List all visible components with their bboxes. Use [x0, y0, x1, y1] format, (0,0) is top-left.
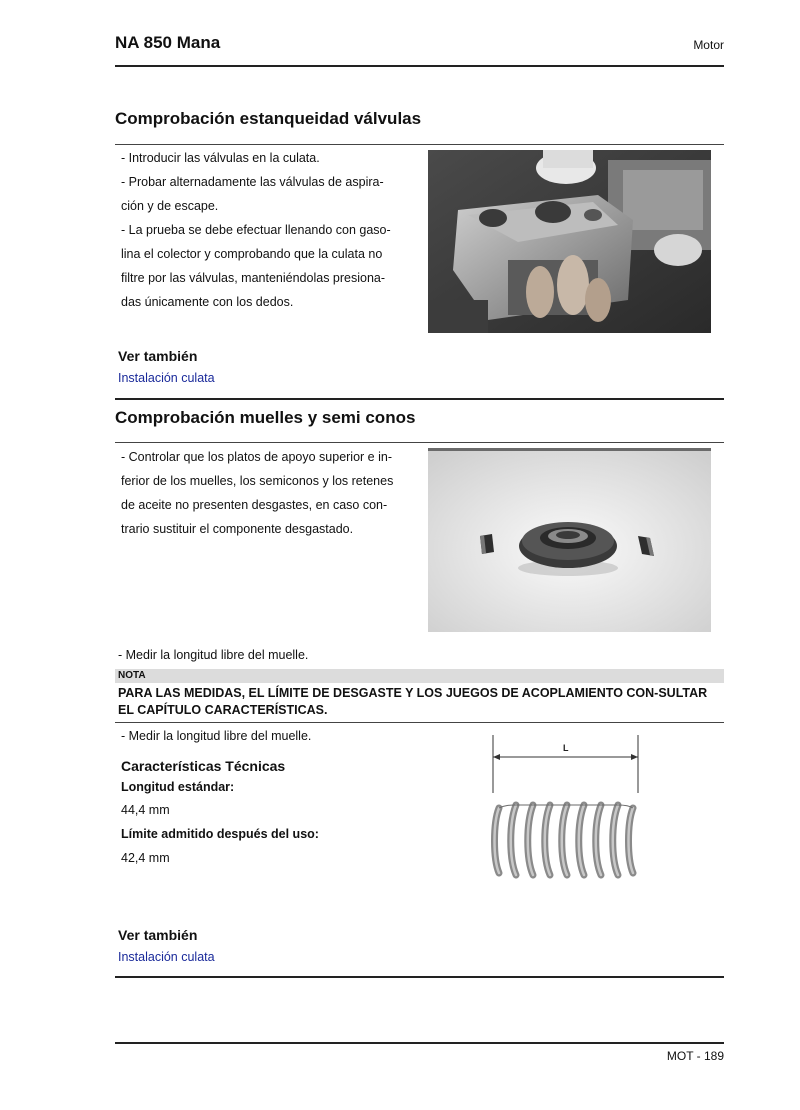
footer-rule — [115, 1042, 724, 1044]
valves-instructions — [121, 146, 421, 314]
section-rule — [115, 442, 724, 443]
see-also-heading-2: Ver también — [118, 927, 198, 943]
text-line: - Introducir las válvulas en la culata. — [121, 151, 320, 165]
spring-length-label: L — [563, 743, 569, 753]
section-title-springs: Comprobación muelles y semi conos — [115, 408, 416, 427]
measure-instruction: - Medir la longitud libre del muelle. — [118, 648, 309, 662]
section-end-rule — [115, 976, 724, 978]
spring-seat-photo — [428, 448, 711, 632]
header-rule — [115, 65, 724, 67]
note-text: PARA LAS MEDIDAS, EL LÍMITE DE DESGASTE Y LOS JUEGOS DE ACOPLAMIENTO CON-SULTAR EL CAPÍTULO CARACTERÍSTICAS. — [118, 686, 708, 717]
section-divider — [115, 398, 724, 400]
text-line: ción y de escape. — [121, 199, 219, 213]
section-rule — [115, 144, 724, 145]
text-line: - Controlar que los platos de apoyo superior e in- — [121, 450, 392, 464]
specs-heading: Características Técnicas — [121, 758, 286, 774]
spec-wear-limit-label: Límite admitido después del uso: — [121, 827, 319, 841]
section-name: Motor — [693, 38, 724, 52]
measure-instruction-2: - Medir la longitud libre del muelle. — [121, 729, 312, 743]
see-also-link-cylinder-head-2[interactable]: Instalación culata — [118, 950, 215, 964]
text-line: lina el colector y comprobando que la culata no — [121, 247, 383, 261]
text-line: das únicamente con los dedos. — [121, 295, 294, 309]
text-line: trario sustituir el componente desgastado. — [121, 522, 354, 536]
see-also-link-cylinder-head[interactable]: Instalación culata — [118, 371, 215, 385]
cylinder-head-photo — [428, 150, 711, 333]
note-label-bar: NOTA — [115, 669, 724, 683]
text-line: ferior de los muelles, los semiconos y los retenes — [121, 474, 394, 488]
spec-standard-length-label: Longitud estándar: — [121, 780, 235, 794]
springs-instructions — [121, 445, 421, 541]
see-also-heading: Ver también — [118, 348, 198, 364]
text-line: - La prueba se debe efectuar llenando con gaso- — [121, 223, 391, 237]
text-line: - Probar alternadamente las válvulas de aspira- — [121, 175, 384, 189]
spec-wear-limit-value: 42,4 mm — [121, 851, 170, 865]
spec-standard-length-value: 44,4 mm — [121, 803, 170, 817]
text-line: de aceite no presenten desgastes, en caso con- — [121, 498, 388, 512]
page-number: MOT - 189 — [666, 1049, 724, 1063]
note-rule — [115, 722, 724, 723]
section-title-valves: Comprobación estanqueidad válvulas — [115, 109, 422, 128]
spring-diagram — [485, 733, 645, 881]
text-line: filtre por las válvulas, manteniéndolas presiona- — [121, 271, 386, 285]
document-title: NA 850 Mana — [115, 33, 221, 52]
